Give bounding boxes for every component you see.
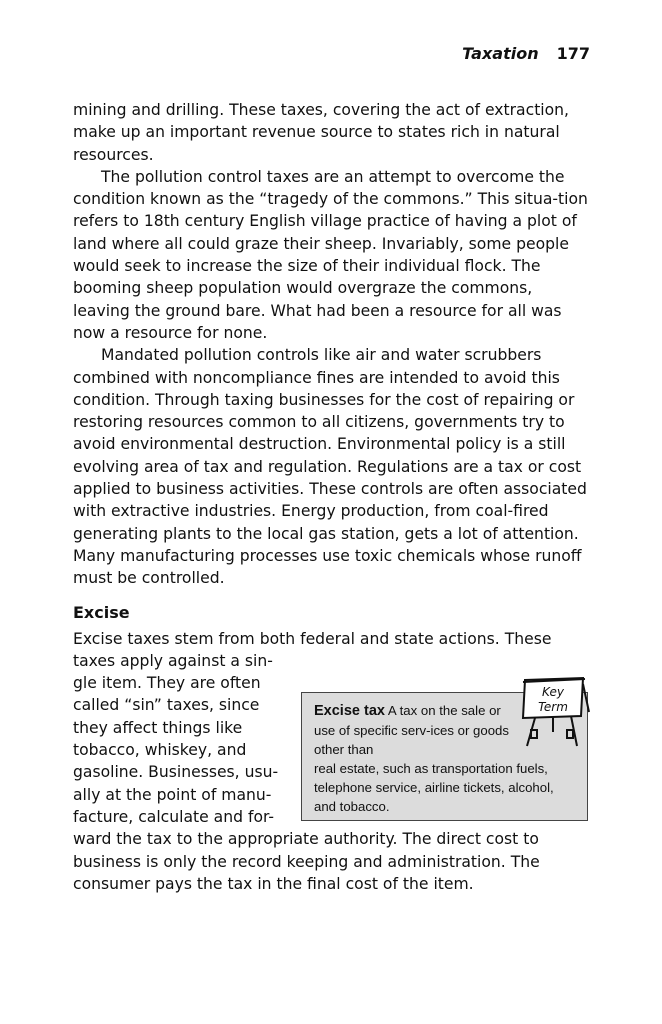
icon-text-key: Key [542, 684, 564, 699]
page-body [73, 99, 593, 895]
excise-wrap [73, 650, 593, 828]
definition-start: A tax on the sale or use of specific serv-ices or goods other than [314, 702, 509, 757]
icon-text-term: Term [538, 699, 568, 714]
page-number: 177 [556, 44, 590, 63]
key-term: Excise tax [314, 702, 385, 719]
excise-intro: Excise taxes stem from both federal and state actions. These [73, 629, 552, 648]
definition-rest: real estate, such as transportation fuels, telephone service, airline tickets, alcohol, and tobacco. [314, 760, 554, 814]
paragraph-2: The pollution control taxes are an attempt to overcome the condition known as the “tragedy of the commons.” This situa-tion refers to 18th century English village practice of having a plot of land where all could graze their sheep. Invariably, some people would seek to increase the size of their individual flock. The booming sheep population would overgraze the commons, leaving the ground bare. What had been a resource for all was now a resource for none. [73, 167, 588, 342]
running-head [462, 44, 590, 63]
excise-wrapped-text: taxes apply against a sin-gle item. They are often called “sin” taxes, since they affect things like tobacco, whiskey, and gasoline. Businesses, usu-ally at the point of manu-facture, calculate and for- [73, 651, 279, 826]
paragraph-1: mining and drilling. These taxes, covering the act of extraction, make up an important revenue source to states rich in natural resources. [73, 101, 570, 164]
sidebar-first-lines [314, 701, 514, 759]
section-title: Taxation [462, 44, 539, 63]
section-heading: Excise [73, 602, 130, 622]
key-term-easel-icon [513, 672, 591, 750]
excise-after-text: ward the tax to the appropriate authority. The direct cost to business is only the record keeping and administration. The consumer pays the tax in the final cost of the item. [73, 830, 540, 893]
paragraph-3: Mandated pollution controls like air and water scrubbers combined with noncompliance fines are intended to avoid this condition. Through taxing businesses for the cost of repairing or restoring resources common to all citizens, governments try to avoid environmental destruction. Environmental policy is a still evolving area of tax and regulation. Regulations are a tax or cost applied to business activities. These controls are often associated with extractive industries. Energy production, from coal-fired generating plants to the local gas station, gets a lot of attention. Many manufacturing processes use toxic chemicals whose runoff must be controlled. [73, 346, 587, 588]
